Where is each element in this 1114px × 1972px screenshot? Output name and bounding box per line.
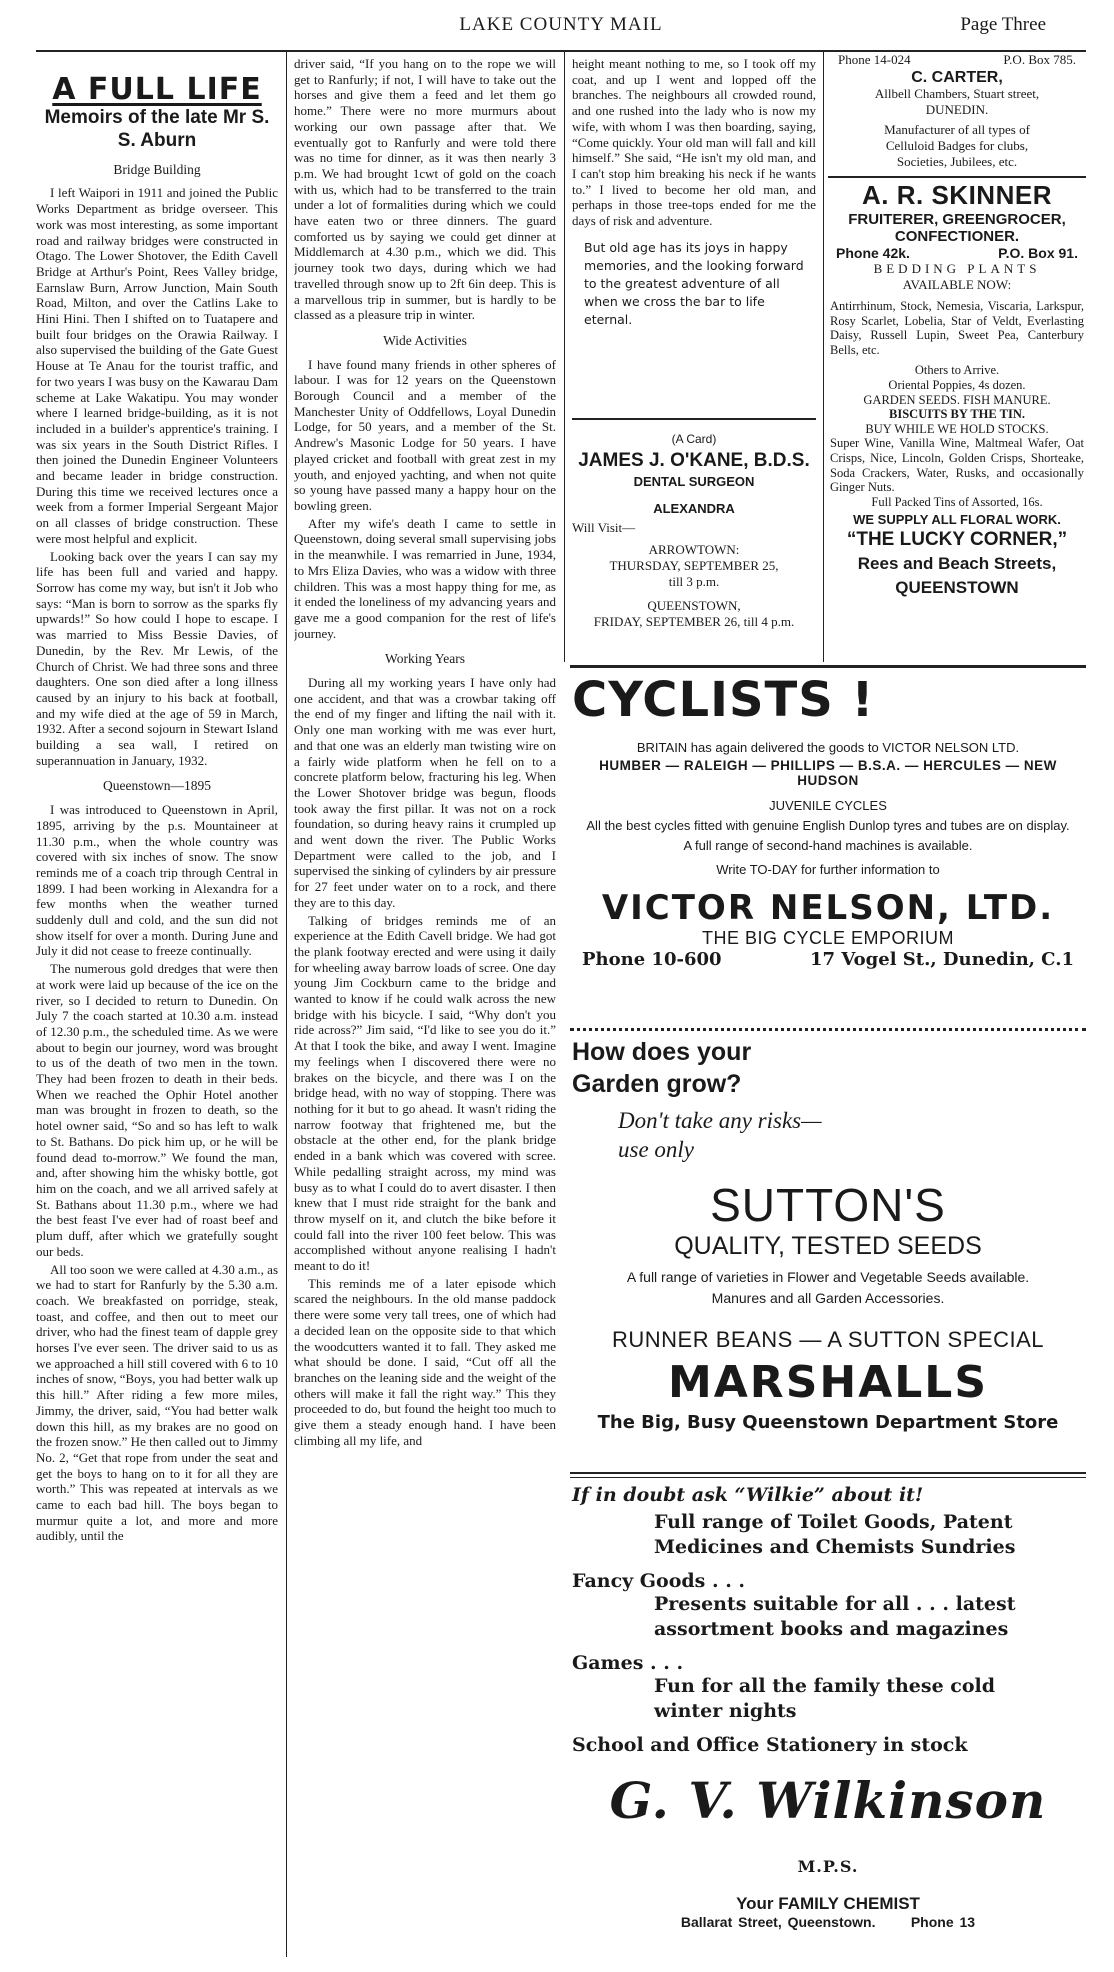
section-heading: Bridge Building xyxy=(113,161,201,177)
carter-line: Manufacturer of all types of xyxy=(884,122,1030,137)
paragraph: Talking of bridges reminds me of an experience at the Edith Cavell bridge. We had got the plank footway erected and were using it daily for wheeling away barrow loads of scree. One day young Jim Cockburn came to the bridge and wanted to know if he could walk across the new bridge with his bicycle. I said, “Why don't you ride across?” Jim said, “I'd like to see you do it.” At that I took the bike, and away I went. Imagine my feelings when I discovered there were no brakes on the bicycle, and there was I on the bridge head, with no way of stopping. There was nothing for it but to go ahead. It wasn't riding the narrow footway that frightened me, but the obstacle at the other end, for the plank bridge ended in a bank which was covered with scree. While pedalling straight across, my mind was busy as to what I could do to avert disaster. I then knew that I must ride straight for the bank and throw myself on it, and clutch the bike before it could fall into the river 100 feet below. This was accomplished without anyone realising I hadn't meant to do it! xyxy=(294,912,556,1274)
carter-box: P.O. Box 785. xyxy=(1003,52,1076,67)
article-headline: A FULL LIFE xyxy=(52,72,262,107)
dentist-card xyxy=(572,424,816,658)
skinner-line: Oriental Poppies, 4s dozen. xyxy=(888,377,1026,392)
cyclists-line: All the best cycles fitted with genuine English Dunlop tyres and tubes are on display. xyxy=(586,818,1070,833)
skinner-line: FRUITERER, GREENGROCER, xyxy=(848,211,1066,228)
paragraph: After my wife's death I came to settle in Queenstown, doing several small supervising jobs in the meanwhile. I was remarried in June, 1934, to Mrs Eliza Davies, who was a widow with three children. This was a most happy thing for me, as it ended the loneliness of my advancing years and gave me a good companion for the rest of life's journey. xyxy=(294,515,556,641)
sutton-line: A full range of varieties in Flower and Vegetable Seeds available. xyxy=(626,1269,1030,1285)
section-heading: Queenstown—1895 xyxy=(103,778,211,794)
wilkie-line: Medicines and Chemists Sundries xyxy=(654,1536,1016,1558)
wilkie-headline: If in doubt ask “Wilkie” about it! xyxy=(572,1484,924,1506)
visit-label: Will Visit— xyxy=(572,520,636,535)
skinner-line: BISCUITS BY THE TIN. xyxy=(889,407,1025,422)
carter-line: DUNEDIN. xyxy=(925,102,989,117)
skinner-ad xyxy=(830,180,1084,660)
paragraph: This reminds me of a later episode which scared the neighbours. In the old manse paddock there were some very tall trees, one of which had a decided lean on the opposite side to that which the woodcutters wanted it to fall. They asked me what should be done. I said, “Cut off all the branches on the leaning side and the weight of the others will make it fall the right way.” This they proceeded to do, but found the height too much to give them a steady enough hand. I have been climbing all my life, and xyxy=(294,1275,556,1448)
carter-line: Allbell Chambers, Stuart street, xyxy=(874,86,1040,101)
visit-line: QUEENSTOWN, xyxy=(647,598,741,613)
suttons-ad xyxy=(572,1036,1084,1466)
carter-line: Societies, Jubilees, etc. xyxy=(896,154,1018,169)
wilkie-line: winter nights xyxy=(654,1700,797,1722)
paragraph: I left Waipori in 1911 and joined the Public Works Department as bridge overseer. This work was most interesting, as some important road and railway bridges were constructed in Otago. The Lower Shotover, the Edith Cavell Bridge at Arthur's Point, Rees Valley bridge, Earnslaw Burn, Arrow Junction, Main South Road, Milton, and over the Catlins Lake to Hini Hini. Then I shifted on to Tuatapere and built four bridges on the Orawia Railway. I also supervised the building of the Gate Guest House at Te Anau for the tourist traffic, and for two years I was busy on the Kawarau Dam scheme at Lake Wakatipu. You may wonder where I learned bridge-building, as it is not included in a builder's apprentice's training. I was six years in the South District Rifles. I then joined the Dunedin Engineer Volunteers and became leader in bridge construction. During this time we received lectures once a week from a former Imperial Sergeant Major on all classes of bridge construction. These were most helpful and explicit. xyxy=(36,185,278,546)
column-divider xyxy=(286,52,287,1957)
visit-line: THURSDAY, SEPTEMBER 25, xyxy=(609,558,779,573)
wilkie-line: Fun for all the family these cold xyxy=(654,1675,996,1697)
cyclists-ad xyxy=(572,672,1084,1024)
skinner-line: CONFECTIONER. xyxy=(894,228,1020,245)
dotted-divider xyxy=(570,1028,1086,1031)
page-number: Page Three xyxy=(960,14,1046,35)
skinner-box: P.O. Box 91. xyxy=(998,245,1078,261)
juvenile-cycles: JUVENILE CYCLES xyxy=(769,798,887,813)
article-column-1 xyxy=(36,56,278,1956)
cycle-brands: HUMBER — RALEIGH — PHILLIPS — B.S.A. — HERCULES — NEW HUDSON xyxy=(599,758,1057,788)
card-label: (A Card) xyxy=(671,432,717,446)
skinner-line: GARDEN SEEDS. FISH MANURE. xyxy=(863,392,1051,407)
article-column-2 xyxy=(294,56,556,1956)
paragraph: I was introduced to Queenstown in April, 1895, arriving by the p.s. Mountaineer at 11.30 p.m., when the whole country was covered with six inches of snow. The snow reminds me of a coach trip through Central in 1899. I had been working in Alexandra for a few months when the weather turned suddenly dull and cold, and the sun did not show itself for over a month. During June and July it did not cease to freeze continually. xyxy=(36,802,278,959)
lucky-corner: “THE LUCKY CORNER,” xyxy=(846,528,1068,550)
biscuits-list: Super Wine, Vanilla Wine, Maltmeal Wafer, Oat Crisps, Nice, Lincoln, Golden Crisps, Shorteake, Soda Crackers, Water, Rusks, and occasionally Ginger Nuts. xyxy=(830,436,1084,495)
wilkie-line: Presents suitable for all . . . latest xyxy=(654,1593,1016,1615)
skinner-phone: Phone 42k. xyxy=(836,245,910,261)
divider xyxy=(828,176,1086,178)
sutton-tagline: Don't take any risks— xyxy=(618,1108,822,1133)
plants-list: Antirrhinum, Stock, Nemesia, Viscaria, Larkspur, Rosy Scarlet, Lobelia, Star of Veldt, Everlasting Daisy, Russell Lupin, Sweet Pea, Canterbury Bells, etc. xyxy=(830,299,1084,357)
cyclists-line: A full range of second-hand machines is available. xyxy=(683,838,973,853)
sutton-line: Manures and all Garden Accessories. xyxy=(711,1290,945,1306)
paragraph: Looking back over the years I can say my life has been full and varied and happy. Sorrow has come my way, but isn't it Job who says: “Man is born to sorrow as the sparks fly upwards!” So how could I hope to escape. I was married to Miss Bessie Davies, of Dunedin, by the Rev. Mr Lewis, of the Church of Christ. We had three sons and three daughters. One son died after a long illness caused by an injury to his back at football, and my wife died at the age of 59 in March, 1932. After a second sojourn in Stewart Island building a sea wall, I retired on superannuation in January, 1932. xyxy=(36,548,278,768)
visit-line: till 3 p.m. xyxy=(668,574,720,589)
victor-nelson-name: VICTOR NELSON, LTD. xyxy=(601,888,1055,928)
wilkie-heading: Games . . . xyxy=(572,1652,684,1674)
dentist-town: ALEXANDRA xyxy=(653,501,735,516)
paragraph: height meant nothing to me, so I took off my coat, and up I went and lopped off the branches. The neighbours all crowded round, and one rushed into the lady who is now my wife, with whom I was then boarding, saying, “Come quickly. Your old man will fall and kill himself.” She said, “He isn't my old man, and I can't stop him breaking his neck if he wants to.” I lived to become her old man, and perhaps in those tree-tops ended for me the days of risk and adventure. xyxy=(572,56,816,229)
garden-question: How does your xyxy=(572,1038,752,1066)
skinner-line: Full Packed Tins of Assorted, 16s. xyxy=(871,494,1043,509)
cycle-emporium: THE BIG CYCLE EMPORIUM xyxy=(701,928,955,948)
cyclists-headline: CYCLISTS ! xyxy=(572,672,875,728)
visit-line: ARROWTOWN: xyxy=(648,542,740,557)
dentist-name: JAMES J. O'KANE, B.D.S. xyxy=(578,450,810,471)
wilkie-heading: Fancy Goods . . . xyxy=(572,1570,746,1592)
wilkie-heading: School and Office Stationery in stock xyxy=(572,1734,968,1756)
victor-nelson-address: 17 Vogel St., Dunedin, C.1 xyxy=(810,949,1074,970)
article-subhead: Memoirs of the late Mr S. S. Aburn xyxy=(44,106,270,151)
marshalls-name: MARSHALLS xyxy=(667,1357,989,1408)
paragraph: The numerous gold dredges that were then at work were laid up because of the ice on the river, so I decided to return to Dunedin. On July 7 the coach started at 10.30 a.m. instead of 12.30 p.m., the scheduled time. As we were about to begin our journey, word was brought to us of the death of two men in the town. They had been frozen to death in their beds. When we reached the Ophir Hotel another man was brought in frozen to death, so the hotel owner said, “So and so has left to walk to St. Bathans. Do pick him up, or he will be found dead to-morrow.” We found the man, and, after showing him the whisky bottle, got him on the coach, and we all arrived safely at St. Bathans about 11.30 p.m., where we had the best feast I've ever had of roast beef and plum duff, after which we gratefully sought our beds. xyxy=(36,961,278,1259)
skinner-line: Others to Arrive. xyxy=(914,363,1000,378)
skinner-line: WE SUPPLY ALL FLORAL WORK. xyxy=(853,512,1061,528)
section-heading: Working Years xyxy=(385,651,465,667)
wilkie-line: assortment books and magazines xyxy=(654,1618,1009,1640)
wilkinson-address: Ballarat Street, Queenstown. Phone 13 xyxy=(680,1914,976,1930)
carter-name: C. CARTER, xyxy=(911,69,1003,86)
paragraph: All too soon we were called at 4.30 a.m., as we had to start for Ranfurly by the 5.30 a.m. coach. We breakfasted on porridge, steak, toast, and coffee, and then out to meet our driver, who had the finest team of dapple grey horses I've ever seen. The driver said to us as we approached a hill still covered with 6 to 10 inches of snow, “Boys, you had better walk up this hill.” After riding a few more miles, Jimmy, the driver, said, “You had better walk down this hill, as my brakes are no good on the frozen snow.” He then called out to Jimmy No. 2, “Get that rope from under the seat and get the boys to hang on to it for all they are worth.” This was repeated at intervals as we came to each bad hill. The boys began to murmur quite a lot, and more and more audibly, until the xyxy=(36,1261,278,1544)
paragraph: During all my working years I have only had one accident, and that was a crowbar taking off the end of my finger and lifting the nail with it. Only one man working with me was ever hurt, and that one was an elderly man twisting wire on a fairly wide platform when he fell on to a concrete platform below, fracturing his leg. When the Lower Shotover bridge was begun, floods took away the first pillar. It was not on a rock foundation, so during heavy rains it crumpled up and went down the river. The Public Works Department were called to the job, and I supervised the sinking of cylinders by air pressure for 27 feet under water on to a rock, and there they are to this day. xyxy=(294,675,556,910)
masthead-title: LAKE COUNTY MAIL xyxy=(459,14,663,35)
carter-phone: Phone 14-024 xyxy=(838,52,911,67)
column-divider xyxy=(564,52,565,662)
family-chemist: Your FAMILY CHEMIST xyxy=(736,1894,920,1913)
available-now: AVAILABLE NOW: xyxy=(902,277,1012,292)
divider xyxy=(570,1477,1086,1478)
garden-question: Garden grow? xyxy=(572,1070,742,1098)
article-endnote: But old age has its joys in happy memories, and the looking forward to the greatest adventure of all when we cross the bar to life eternal. xyxy=(584,239,804,327)
paragraph: driver said, “If you hang on to the rope we will get to Ranfurly; if not, I will have to take out the horses and give them a feed and let them go home.” There were no more murmurs about working our own passage after that. We eventually got to Ranfurly and were told there was no time for dinner, as it was then nearly 3 p.m. We had brought 1cwt of gold on the coach with us, which had to be transferred to the train under a lot of formalities during which we could have eaten two or three dinners. The guard comforted us by saying we could get dinner at Middlemarch at 4.30 p.m., which we did. This journey took two days, during which we had travelled through snow up to 2ft 6in deep. This is a marvellous trip in summer, but is hardly to be classed as a pleasure trip in winter. xyxy=(294,56,556,323)
section-heading: Wide Activities xyxy=(383,332,467,348)
sutton-brand: SUTTON'S xyxy=(710,1179,946,1231)
cyclists-line: BRITAIN has again delivered the goods to VICTOR NELSON LTD. xyxy=(636,740,1020,755)
skinner-name: A. R. SKINNER xyxy=(862,180,1052,210)
wilkinson-signature: G. V. Wilkinson M.P.S. xyxy=(609,1771,1047,1876)
skinner-address: Rees and Beach Streets, xyxy=(857,553,1057,573)
sutton-tagline: use only xyxy=(618,1137,695,1162)
sutton-quality: QUALITY, TESTED SEEDS xyxy=(674,1232,982,1260)
column-divider xyxy=(823,52,824,662)
victor-nelson-phone: Phone 10-600 xyxy=(582,949,722,970)
article-column-3 xyxy=(572,56,816,416)
bedding-plants-heading: BEDDING PLANTS xyxy=(873,261,1041,276)
carter-line: Celluloid Badges for clubs, xyxy=(885,138,1029,153)
paragraph: I have found many friends in other spheres of labour. I was for 12 years on the Queenstown Borough Council and a member of the Manchester Unity of Oddfellows, Loyal Dunedin Lodge, for 50 years, and a member of the St. Andrew's Masonic Lodge for 50 years. I have played cricket and football with great zest in my youth, and enjoyed yachting, and when not quite so young have passed many a happy hour on the bowling green. xyxy=(294,356,556,513)
divider xyxy=(570,1472,1086,1474)
wilkinson-ad xyxy=(572,1484,1084,1954)
dentist-title: DENTAL SURGEON xyxy=(633,474,755,489)
skinner-line: BUY WHILE WE HOLD STOCKS. xyxy=(865,421,1049,436)
cyclists-line: Write TO-DAY for further information to xyxy=(716,862,940,877)
divider xyxy=(572,418,816,420)
wilkie-line: Full range of Toilet Goods, Patent xyxy=(654,1511,1013,1533)
carter-ad xyxy=(828,52,1086,172)
skinner-town: QUEENSTOWN xyxy=(895,577,1019,597)
marshalls-tagline: The Big, Busy Queenstown Department Store xyxy=(597,1412,1059,1433)
masthead xyxy=(36,14,1086,42)
divider xyxy=(570,665,1086,668)
visit-line: FRIDAY, SEPTEMBER 26, till 4 p.m. xyxy=(593,614,795,629)
runner-beans: RUNNER BEANS — A SUTTON SPECIAL xyxy=(612,1327,1044,1352)
